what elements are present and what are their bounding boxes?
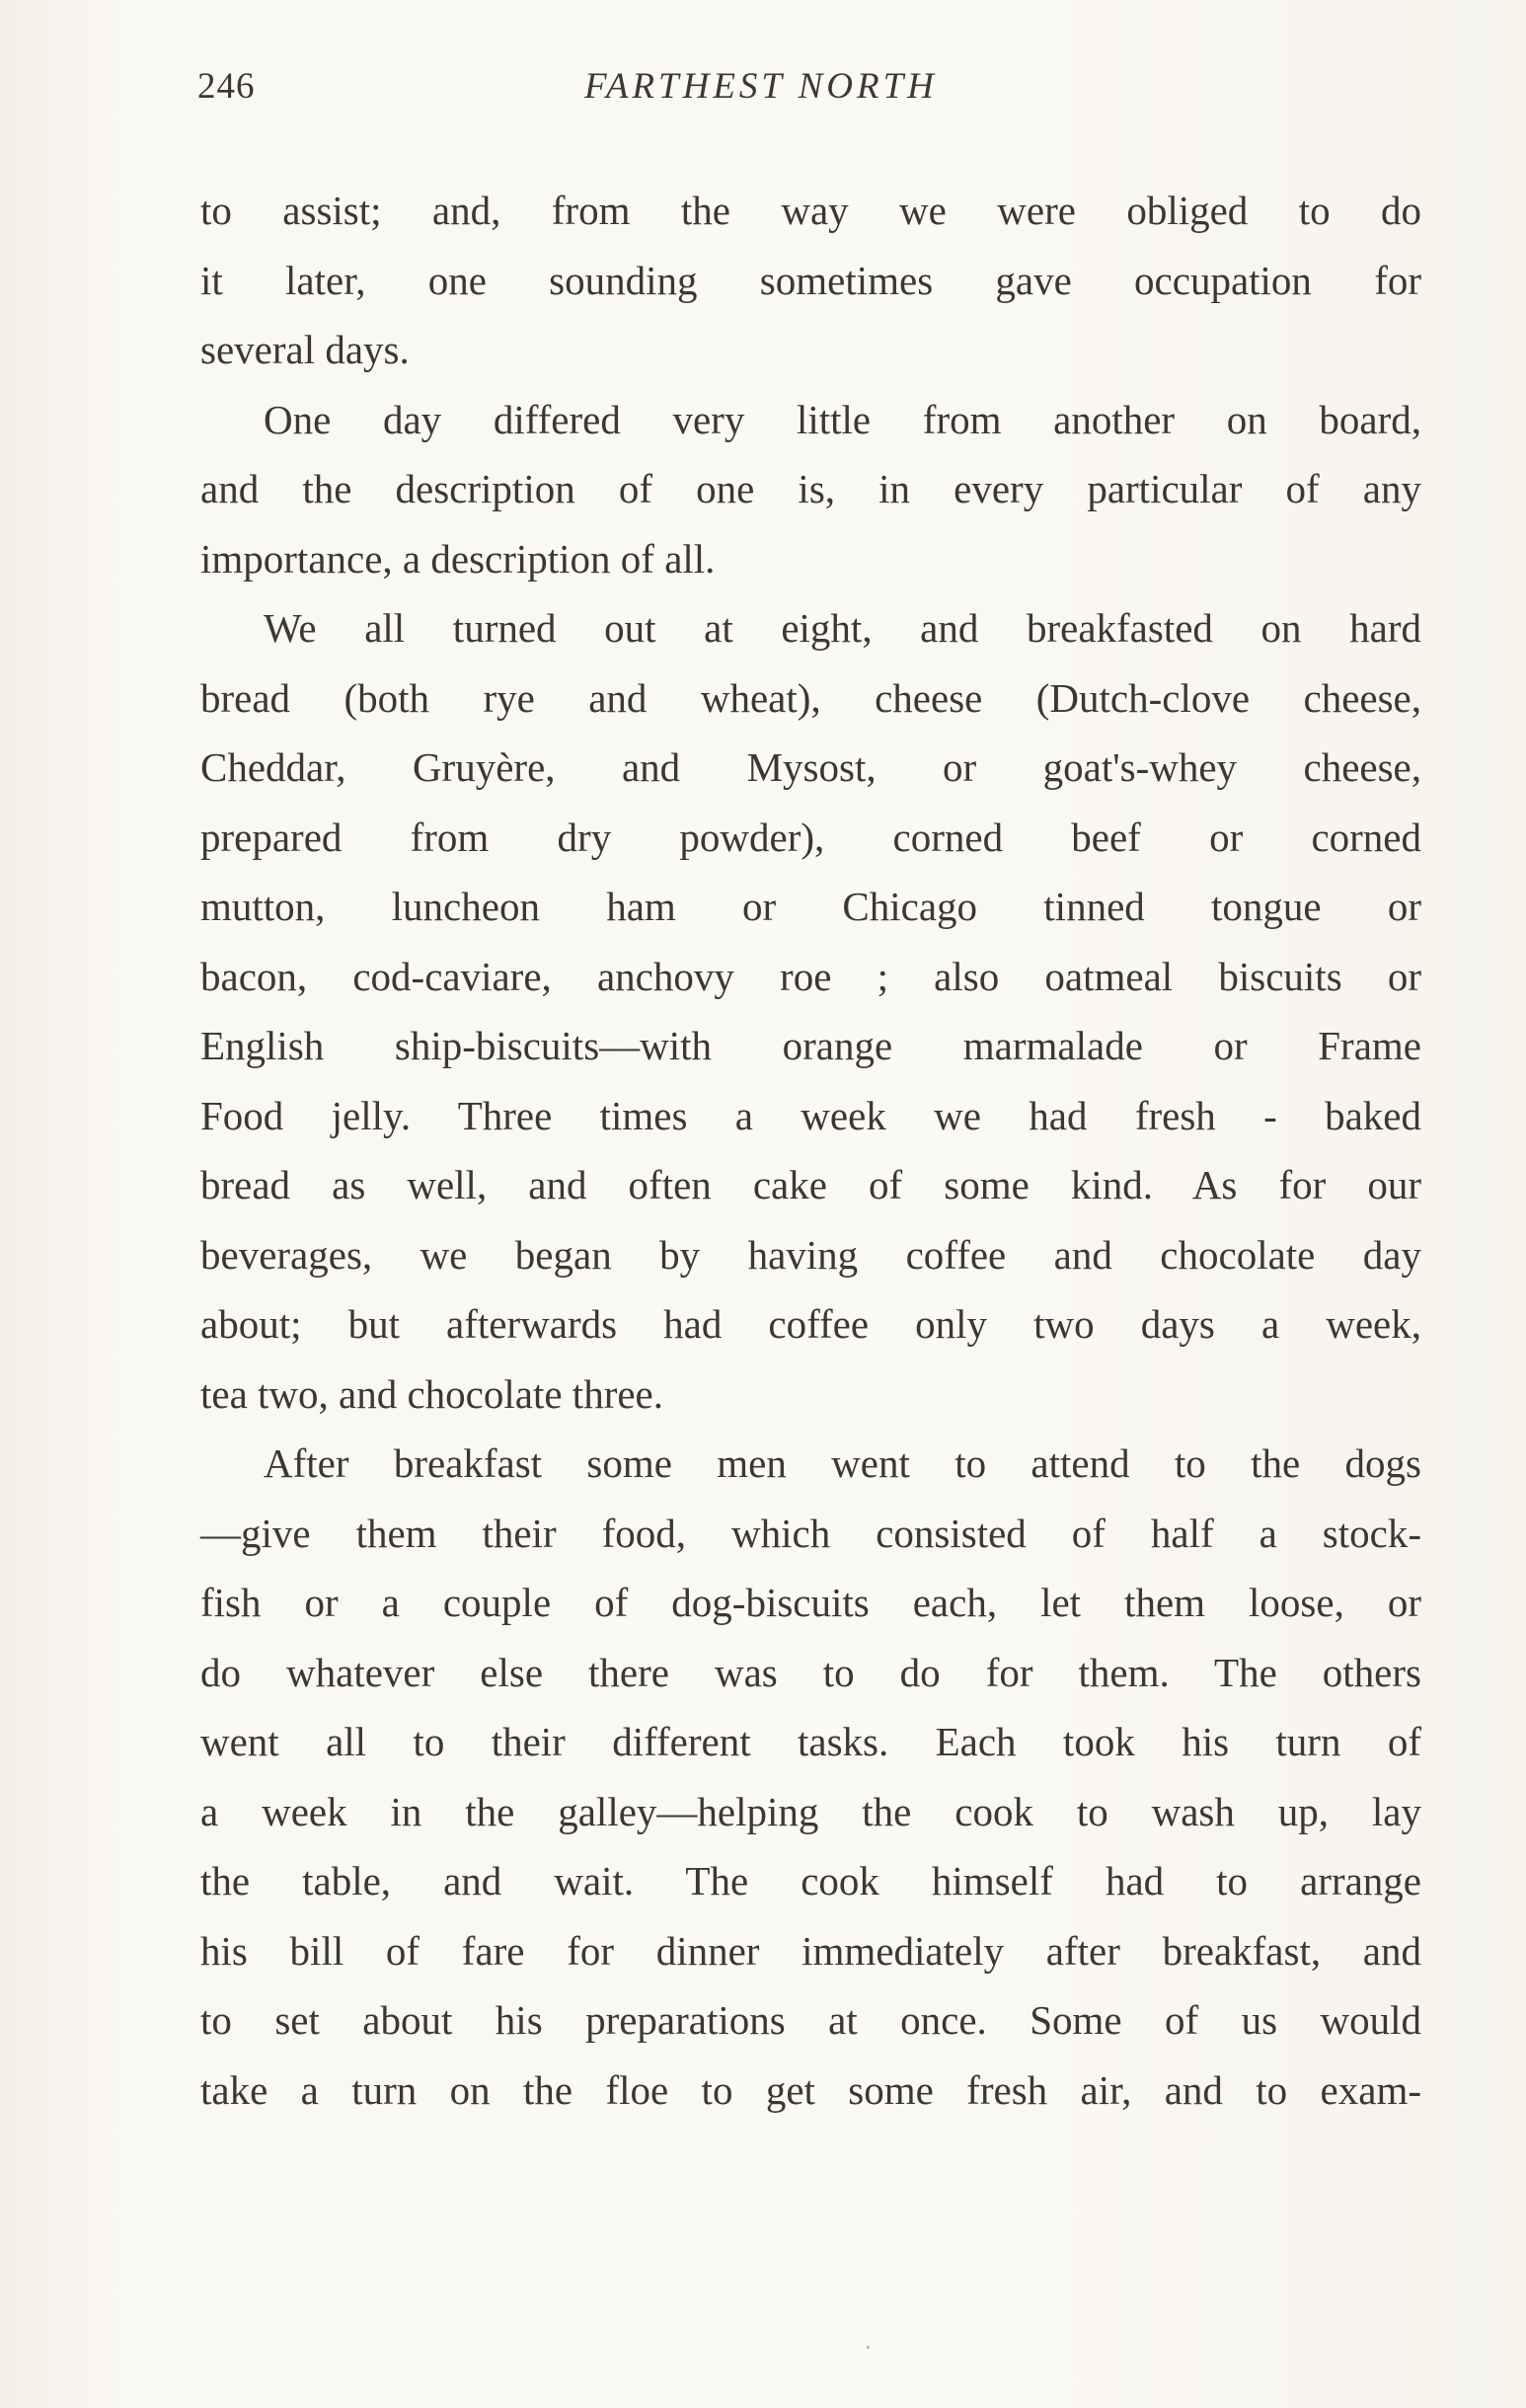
text-line: do whatever else there was to do for them. The others: [200, 1649, 1421, 1695]
text-line: it later, one sounding sometimes gave occupation for: [200, 257, 1421, 303]
text-line: about; but afterwards had coffee only two days a week,: [200, 1301, 1421, 1347]
text-line: take a turn on the floe to get some fresh air, and to exam-: [200, 2066, 1421, 2113]
text-line: bacon, cod-caviare, anchovy roe ; also oatmeal biscuits or: [200, 953, 1421, 999]
text-line: Food jelly. Three times a week we had fresh - baked: [200, 1092, 1421, 1138]
text-line: Cheddar, Gruyère, and Mysost, or goat's-whey cheese,: [200, 744, 1421, 790]
text-line: bread as well, and often cake of some kind. As for our: [200, 1162, 1421, 1207]
text-line: his bill of fare for dinner immediately after breakfast, and: [200, 1927, 1421, 1974]
running-head: FARTHEST NORTH: [584, 66, 938, 107]
text-line: English ship-biscuits—with orange marmalade or Frame: [200, 1023, 1421, 1068]
page-number: 246: [197, 66, 256, 107]
text-line: fish or a couple of dog-biscuits each, let them loose, or: [200, 1580, 1421, 1625]
text-line: and the description of one is, in every particular of any: [200, 466, 1421, 511]
text-line: mutton, luncheon ham or Chicago tinned tongue or: [200, 884, 1421, 929]
page-header: [197, 65, 1412, 124]
text-line: to assist; and, from the way we were obliged to do: [200, 188, 1421, 233]
text-line: prepared from dry powder), corned beef or corned: [200, 814, 1421, 860]
text-line: several days.: [200, 327, 410, 372]
text-line: the table, and wait. The cook himself had to arrange: [200, 1858, 1421, 1903]
text-line: a week in the galley—helping the cook to wash up, lay: [200, 1788, 1421, 1834]
paper-speck: [867, 2346, 870, 2349]
text-line: importance, a description of all.: [200, 535, 716, 582]
text-line: beverages, we began by having coffee and chocolate day: [200, 1231, 1421, 1278]
text-line: One day differed very little from another on board,: [264, 396, 1421, 442]
text-line: to set about his preparations at once. Some of us would: [200, 1997, 1421, 2043]
text-line: —give them their food, which consisted of half a stock-: [200, 1510, 1421, 1556]
text-line: tea two, and chocolate three.: [200, 1370, 663, 1417]
text-line: went all to their different tasks. Each took his turn of: [200, 1719, 1421, 1764]
text-line: bread (both rye and wheat), cheese (Dutch-clove cheese,: [200, 674, 1421, 721]
text-line: After breakfast some men went to attend to the dogs: [264, 1440, 1421, 1486]
body-text: [200, 176, 1421, 2125]
text-line: We all turned out at eight, and breakfasted on hard: [264, 605, 1421, 651]
